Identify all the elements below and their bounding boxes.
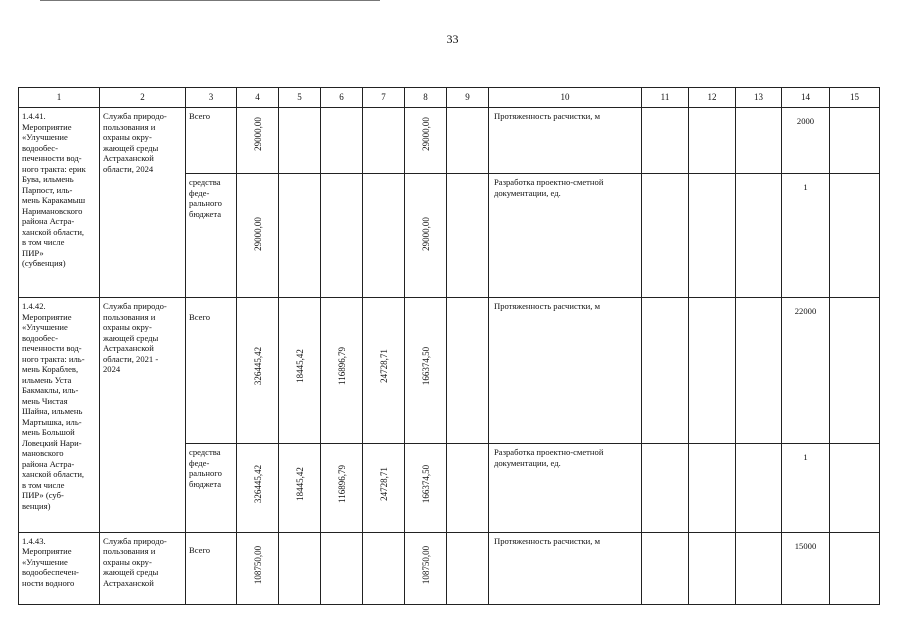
col-header: 7: [363, 88, 405, 108]
value-col4: 326445,42: [252, 464, 263, 504]
col-header: 3: [186, 88, 237, 108]
measures-table: [18, 87, 880, 605]
table-row: [19, 298, 880, 444]
value-col7: 24728,71: [378, 467, 389, 501]
value-col4: 108750,00: [252, 545, 263, 584]
value-col8: 166374,50: [420, 347, 431, 386]
col-header: 5: [279, 88, 321, 108]
target-value-cell: 1: [782, 444, 830, 533]
funding-source-cell: Всего: [186, 298, 237, 444]
funding-source-cell: средства феде- рального бюджета: [186, 444, 237, 533]
measure-name-cell: 1.4.42. Мероприятие «Улучшение водообес- печенности вод- ного тракта: иль- мень Кораблев, ильмень Уста Бакмаклы, иль- мень Чистая Шайна, ильмень Мартышка, иль- мень Большой Ловецкий Нари- мановского района Астра- ханской области, в том числе ПИР» (суб- венция): [19, 298, 100, 532]
col-header: 4: [237, 88, 279, 108]
col-header: 1: [19, 88, 100, 108]
col-header: 13: [736, 88, 782, 108]
target-value-cell: 22000: [782, 298, 830, 444]
funding-source-cell: Всего: [186, 532, 237, 604]
value-col8: 29000,00: [420, 217, 431, 252]
value-col6: 116896,79: [336, 465, 347, 503]
responsible-cell: Служба природо- пользования и охраны окру- жающей среды Астраханской: [100, 532, 186, 604]
indicator-cell: Протяженность расчистки, м: [489, 298, 642, 444]
col-header: 12: [689, 88, 736, 108]
col-header: 2: [100, 88, 186, 108]
col-header: 8: [405, 88, 447, 108]
value-col5: 18445,42: [294, 467, 305, 501]
target-value-cell: 2000: [782, 108, 830, 174]
funding-source-cell: средства феде- рального бюджета: [186, 174, 237, 298]
value-col8: 166374,50: [420, 464, 431, 504]
column-number-row: [19, 88, 880, 108]
indicator-cell: Протяженность расчистки, м: [489, 108, 642, 174]
responsible-cell: Служба природо- пользования и охраны окру- жающей среды Астраханской области, 2021 - 2024: [100, 298, 186, 532]
col-header: 6: [321, 88, 363, 108]
value-col4: 29000,00: [252, 117, 263, 151]
indicator-cell: Разработка проектно-сметной документации, ед.: [489, 444, 642, 533]
value-col6: 116896,79: [336, 347, 347, 386]
value-col5: 18445,42: [294, 349, 305, 384]
col-header: 10: [489, 88, 642, 108]
value-col4: 29000,00: [252, 217, 263, 252]
value-col8: 108750,00: [420, 545, 431, 584]
value-col8: 29000,00: [420, 117, 431, 151]
indicator-cell: Разработка проектно-сметной документации, ед.: [489, 174, 642, 298]
scan-top-edge: [40, 0, 380, 1]
target-value-cell: 15000: [782, 532, 830, 604]
page-number: 33: [446, 32, 459, 46]
col-header: 14: [782, 88, 830, 108]
value-col7: 24728,71: [378, 349, 389, 384]
table-row: [19, 108, 880, 174]
value-col4: 326445,42: [252, 347, 263, 386]
table-row: [19, 532, 880, 604]
measure-name-cell: 1.4.43. Мероприятие «Улучшение водообеспечен- ности водного: [19, 532, 100, 604]
target-value-cell: 1: [782, 174, 830, 298]
col-header: 15: [830, 88, 880, 108]
responsible-cell: Служба природо- пользования и охраны окру- жающей среды Астраханской области, 2024: [100, 108, 186, 298]
col-header: 9: [447, 88, 489, 108]
funding-source-cell: Всего: [186, 108, 237, 174]
indicator-cell: Протяженность расчистки, м: [489, 532, 642, 604]
col-header: 11: [642, 88, 689, 108]
measure-name-cell: 1.4.41. Мероприятие «Улучшение водообес- печенности вод- ного тракта: ерик Бува, ильмень Парпост, иль- мень Каракамыш Наримановского района Астра- ханской области, в том числе ПИР» (субвенция): [19, 108, 100, 298]
